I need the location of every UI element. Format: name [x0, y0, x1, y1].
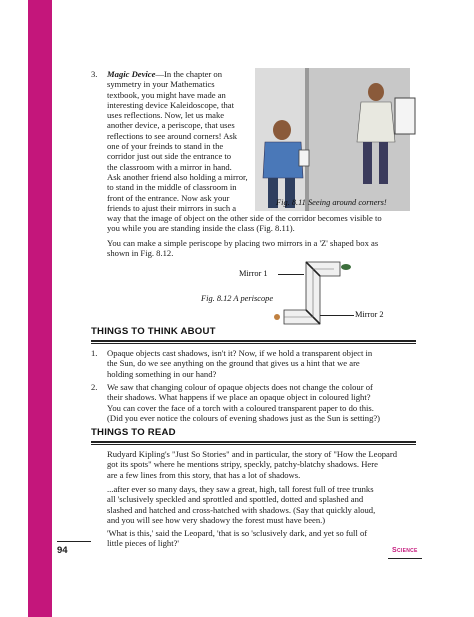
text-line: textbook, you might have made an — [107, 89, 226, 100]
read-paragraph-1 — [107, 449, 417, 480]
text-line: way that the image of object on the other side of the corridor becomes visible to — [107, 213, 382, 223]
think-item-number: 1. — [91, 348, 98, 358]
read-paragraph-2 — [107, 484, 417, 525]
text-line: you while you are standing inside the class (Fig. 8.11). — [107, 223, 295, 234]
think-item-1 — [107, 348, 417, 379]
text-line: —In the chapter on — [155, 69, 223, 79]
item-number: 3. — [91, 69, 98, 79]
text-line: symmetry in your Mathematics — [107, 79, 215, 90]
text-line: are a few lines from this story, that has a lot of shadows. — [107, 469, 301, 480]
heading-rule-thin — [91, 343, 416, 344]
magic-device-paragraph — [107, 69, 252, 213]
periscope-diagram — [262, 258, 352, 330]
text-line: front of the entrance. Now ask your — [107, 192, 230, 203]
text-line: all 'sclusively speckled and sprottled and spottled, dotted and splashed and — [107, 494, 364, 505]
text-line: shown in Fig. 8.12. — [107, 248, 174, 259]
text-line: and you will see how very shadowy the forest must have been.) — [107, 514, 326, 525]
fig-8-11-caption: Fig. 8.11 Seeing around corners! — [276, 198, 387, 207]
text-line: slashed and hatched and cross-hatched with shadows. (Say that quickly aloud, — [107, 504, 376, 515]
magenta-margin-bar — [28, 0, 52, 617]
text-line: You can make a simple periscope by placing two mirrors in a 'Z' shaped box as — [107, 238, 379, 248]
think-item-2 — [107, 382, 417, 423]
text-line: 'What is this,' said the Leopard, 'that is so 'sclusively dark, and yet so full of — [107, 528, 368, 538]
text-line: the Sun, do we see anything on the ground that gives us a hint that we are — [107, 358, 360, 369]
text-line: We saw that changing colour of opaque objects does not change the colour of — [107, 382, 373, 392]
think-item-number: 2. — [91, 382, 98, 392]
text-line: to stand in the middle of classroom in — [107, 182, 237, 193]
text-line: ...after ever so many days, they saw a great, high, tall forest full of tree trunks — [107, 484, 374, 494]
text-line: Opaque objects cast shadows, isn't it? Now, if we hold a transparent object in — [107, 348, 373, 358]
footer-subject-label: Science — [392, 547, 418, 554]
text-line: one of your freinds to stand in the — [107, 141, 224, 152]
text-line: got its spots" where he mentions stripy, speckly, patchy-blatchy shadows. Here — [107, 459, 378, 470]
things-to-think-heading: THINGS TO THINK ABOUT — [91, 326, 216, 337]
text-line: little pieces of light?' — [107, 538, 179, 549]
text-line: Ask another friend also holding a mirror, — [107, 171, 248, 182]
page-number: 94 — [57, 545, 68, 556]
text-line: holding something in our hand? — [107, 368, 217, 379]
text-line: You can cover the face of a torch with a coloured transparent paper to do this. — [107, 402, 374, 413]
things-to-read-heading: THINGS TO READ — [91, 427, 176, 438]
text-line: reflections to see around corners! Ask — [107, 130, 238, 141]
text-line: Rudyard Kipling's "Just So Stories" and in particular, the story of "How the Leopard — [107, 449, 398, 459]
magic-device-continuation — [107, 213, 417, 234]
text-line: their shadows. What happens if we place an opaque object in coloured light? — [107, 392, 371, 403]
heading-rule-thick — [91, 441, 416, 443]
mirror-1-label: Mirror 1 — [239, 269, 268, 278]
periscope-paragraph — [107, 238, 417, 259]
text-line: (Did you ever notice the colours of evening shadows just as the Sun is setting?) — [107, 412, 381, 423]
text-line: corridor just out side the entrance to — [107, 151, 232, 162]
mirror-1-leader-line — [278, 274, 304, 275]
read-paragraph-3 — [107, 528, 417, 549]
fig-8-12-caption: Fig. 8.12 A periscope — [201, 294, 274, 303]
text-line: friends to ajust their mirrors in such a — [107, 202, 237, 213]
mirror-2-label: Mirror 2 — [355, 310, 384, 319]
footer-rule-right — [388, 558, 422, 559]
mirror-2-leader-line — [320, 315, 354, 316]
fig-8-11-illustration — [255, 68, 430, 211]
footer-rule-left — [57, 541, 91, 542]
text-line: interesting device Kaleidoscope, that — [107, 99, 234, 110]
heading-rule-thin — [91, 444, 416, 445]
magic-device-title: Magic Device — [107, 69, 156, 79]
text-line: another device, a periscope, that uses — [107, 120, 235, 131]
text-line: the classroom with a mirror in hand. — [107, 161, 232, 172]
heading-rule-thick — [91, 340, 416, 342]
text-line: uses reflections. Now, let us make — [107, 110, 225, 121]
